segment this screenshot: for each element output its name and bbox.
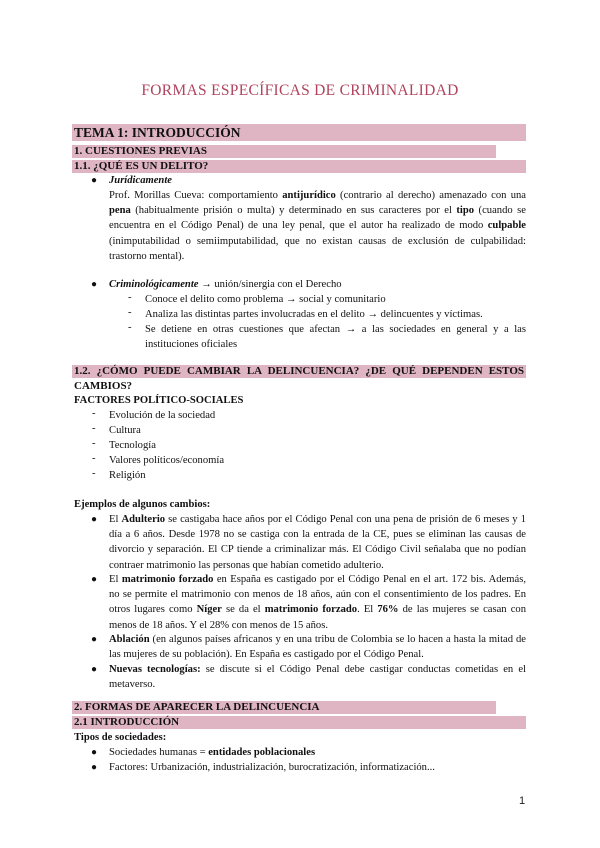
criminologia-item: Conoce el delito como problema → social y comunitario	[145, 294, 386, 305]
factores-title: FACTORES POLÍTICO-SOCIALES	[74, 395, 244, 406]
section-heading-1: 1. CUESTIONES PREVIAS	[74, 145, 207, 157]
factor-item: Tecnología	[109, 440, 156, 451]
criminologia-item: Se detiene en otras cuestiones que afectan → a las sociedades en general y a las instituciones oficiales	[145, 324, 526, 351]
dash-icon: -	[92, 438, 96, 449]
dash-icon: -	[92, 453, 96, 464]
bullet-icon: ●	[91, 175, 98, 186]
criminologicamente-line: Criminológicamente → unión/sinergia con el Derecho	[109, 279, 342, 290]
dash-icon: -	[92, 468, 96, 479]
factor-item: Religión	[109, 470, 146, 481]
dash-icon: -	[92, 423, 96, 434]
subsection-heading-21: 2.1 INTRODUCCIÓN	[74, 716, 180, 728]
tipos-title: Tipos de sociedades:	[74, 732, 167, 743]
subsection-heading-12: 1.2. ¿CÓMO PUEDE CAMBIAR LA DELINCUENCIA? ¿DE QUÉ DEPENDEN ESTOS CAMBIOS?	[74, 365, 524, 392]
factor-item: Evolución de la sociedad	[109, 410, 216, 421]
dash-icon: -	[128, 292, 132, 303]
criminologia-item: Analiza las distintas partes involucradas en el delito → delincuentes y víctimas.	[145, 309, 483, 320]
tipos-item: Factores: Urbanización, industrialización, burocratización, informatización...	[109, 762, 435, 773]
page-number: 1	[519, 795, 526, 807]
bullet-icon: ●	[91, 279, 98, 290]
juridicamente-paragraph: Prof. Morillas Cueva: comportamiento antijurídico (contrario al derecho) amenazado con una pena (habitualmente prisión o multa) y determinado en sus caracteres por el tipo (cuando se encuentra en el Código Penal) de una ley penal, que el autor ha realizado de modo culpable (inimputabilidad o semiimputabilidad, que no existan causas de exclusión de culpabilidad: trastorno mental).	[109, 190, 526, 262]
ejemplo-ablacion: Ablación (en algunos países africanos y en una tribu de Colombia se lo hacen a hasta la mitad de las mujeres de su población). En España es castigado por el Código Penal.	[109, 634, 526, 661]
juridicamente-label: Jurídicamente	[109, 175, 172, 186]
ejemplos-title: Ejemplos de algunos cambios:	[74, 499, 211, 510]
bullet-icon: ●	[91, 762, 98, 773]
subsection-heading-11: 1.1. ¿QUÉ ES UN DELITO?	[74, 160, 209, 172]
tipos-item: Sociedades humanas = entidades poblacionales	[109, 747, 316, 758]
section-heading-2: 2. FORMAS DE APARECER LA DELINCUENCIA	[74, 701, 320, 713]
ejemplo-matrimonio-forzado: El matrimonio forzado en España es castigado por el Código Penal en el art. 172 bis. Además, no se permite el matrimonio con menos de 18 años, aún con el consentimiento de los padres. En otros lugares como Níger se da el matrimonio forzado. El 76% de las mujeres se casan con menos de 18 años. Y el 28% con menos de 15 años.	[109, 574, 526, 631]
ejemplo-nuevas-tecnologias: Nuevas tecnologías: se discute si el Código Penal debe castigar conductas cometidas en el metaverso.	[109, 664, 526, 691]
bullet-icon: ●	[91, 634, 98, 645]
bullet-icon: ●	[91, 664, 98, 675]
dash-icon: -	[128, 307, 132, 318]
bullet-icon: ●	[91, 574, 98, 585]
dash-icon: -	[128, 322, 132, 333]
ejemplo-adulterio: El Adulterio se castigaba hace años por el Código Penal con una pena de prisión de 6 meses y 1 día a 6 años. Desde 1978 no se castiga con la entrada de la CE, pues se eliminan las causas de divorcio y separación. El CP tiende a criminalizar más. El Código Civil señalaba que no podían contraer matrimonio las personas que habían cometido adulterio.	[109, 514, 526, 571]
bullet-icon: ●	[91, 514, 98, 525]
dash-icon: -	[92, 408, 96, 419]
factor-item: Valores políticos/economía	[109, 455, 225, 466]
bullet-icon: ●	[91, 747, 98, 758]
factor-item: Cultura	[109, 425, 141, 436]
tema-heading: TEMA 1: INTRODUCCIÓN	[74, 125, 241, 140]
document-title: FORMAS ESPECÍFICAS DE CRIMINALIDAD	[141, 82, 459, 99]
